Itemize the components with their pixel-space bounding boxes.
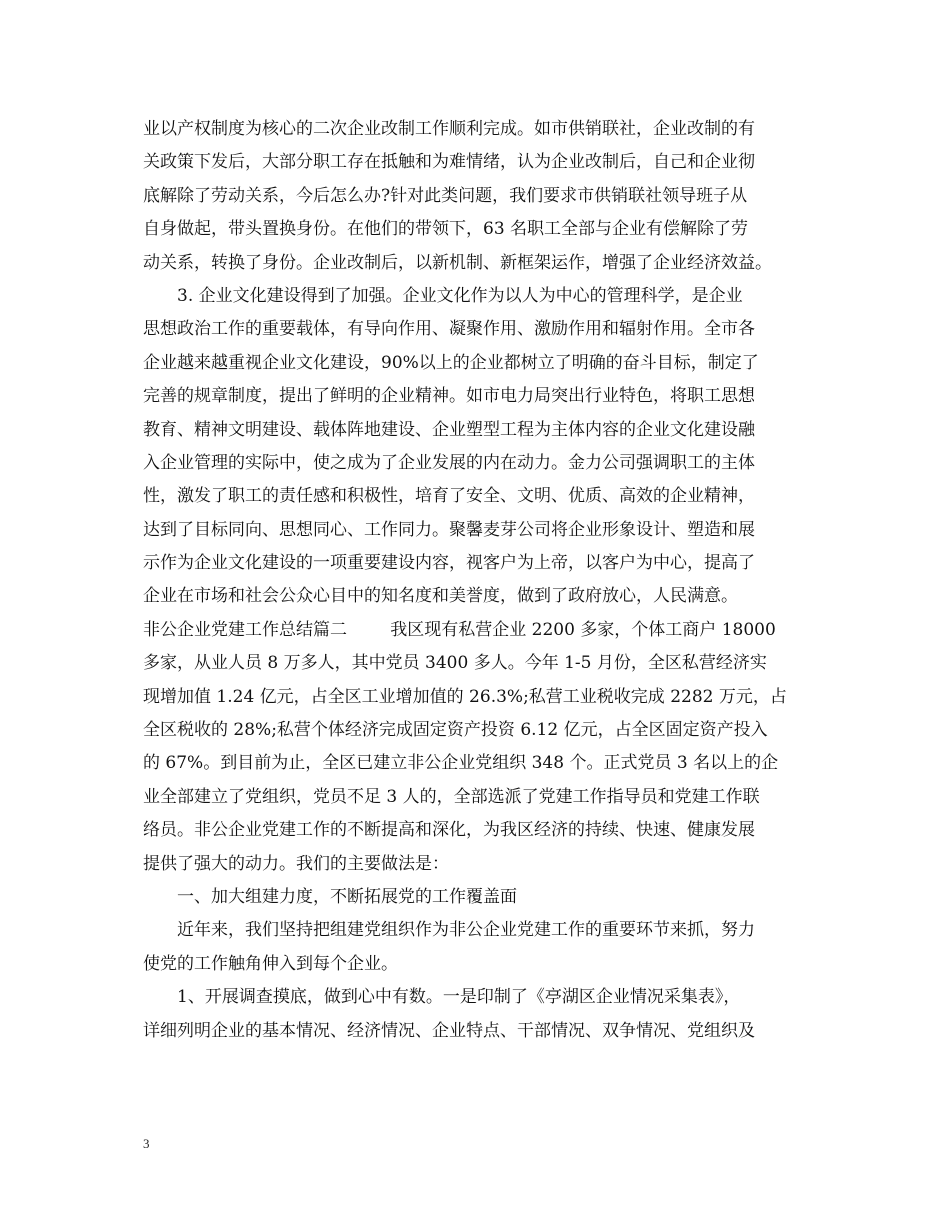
- text-line: 达到了目标同向、思想同心、工作同力。聚馨麦芽公司将企业形象设计、塑造和展: [143, 519, 755, 540]
- text-line: 入企业管理的实际中，使之成为了企业发展的内在动力。金力公司强调职工的主体: [143, 452, 755, 473]
- text-line: 提供了强大的动力。我们的主要做法是：: [143, 853, 449, 874]
- text-line: 1、开展调查摸底，做到心中有数。一是印制了《亭湖区企业情况采集表》，: [177, 987, 741, 1008]
- text-line: 络员。非公企业党建工作的不断提高和深化，为我区经济的持续、快速、健康发展: [143, 820, 755, 841]
- text-line: 自身做起，带头置换身份。在他们的带领下，63 名职工全部与企业有偿解除了劳: [143, 219, 749, 240]
- text-line: 思想政治工作的重要载体，有导向作用、凝聚作用、激励作用和辐射作用。全市各: [143, 319, 755, 340]
- page-number: 3: [143, 1136, 150, 1151]
- text-line: 示作为企业文化建设的一项重要建设内容，视客户为上帝，以客户为中心，提高了: [143, 553, 755, 574]
- text-line: 业以产权制度为核心的二次企业改制工作顺利完成。如市供销联社，企业改制的有: [143, 119, 755, 139]
- text-line: 非公企业党建工作总结篇二 我区现有私营企业 2200 多家，个体工商户 18000: [143, 619, 776, 640]
- text-line: 关政策下发后，大部分职工存在抵触和为难情绪，认为企业改制后，自己和企业彻: [143, 152, 755, 173]
- text-line: 3. 企业文化建设得到了加强。企业文化作为以人为中心的管理科学，是企业: [177, 285, 743, 306]
- text-line: 底解除了劳动关系，今后怎么办?针对此类问题，我们要求市供销联社领导班子从: [143, 185, 748, 206]
- text-line: 使党的工作触角伸入到每个企业。: [143, 953, 398, 974]
- text-line: 教育、精神文明建设、载体阵地建设、企业塑型工程为主体内容的企业文化建设融: [143, 419, 755, 440]
- text-line: 近年来，我们坚持把组建党组织作为非公企业党建工作的重要环节来抓，努力: [177, 920, 755, 941]
- section-heading: 一、加大组建力度，不断拓展党的工作覆盖面: [177, 886, 517, 907]
- body-text: [143, 113, 813, 1048]
- text-line: 现增加值 1.24 亿元，占全区工业增加值的 26.3%;私营工业税收完成 2282 万元，占: [143, 686, 787, 707]
- text-line: 完善的规章制度，提出了鲜明的企业精神。如市电力局突出行业特色，将职工思想: [143, 386, 755, 407]
- text-line: 全区税收的 28%;私营个体经济完成固定资产投资 6.12 亿元，占全区固定资产投入: [143, 720, 768, 741]
- text-line: 企业越来越重视企业文化建设，90%以上的企业都树立了明确的奋斗目标，制定了: [143, 352, 759, 373]
- text-line: 的 67%。到目前为止，全区已建立非公企业党组织 348 个。正式党员 3 名以上的企: [143, 753, 779, 774]
- text-line: 动关系，转换了身份。企业改制后，以新机制、新框架运作，增强了企业经济效益。: [143, 252, 772, 273]
- text-line: 多家，从业人员 8 万多人，其中党员 3400 多人。今年 1-5 月份，全区私营经济实: [143, 653, 767, 674]
- text-line: 业全部建立了党组织，党员不足 3 人的，全部选派了党建工作指导员和党建工作联: [143, 786, 760, 807]
- text-line: 性，激发了职工的责任感和积极性，培育了安全、文明、优质、高效的企业精神，: [143, 486, 755, 507]
- text-line: 企业在市场和社会公众心目中的知名度和美誉度，做到了政府放心，人民满意。: [143, 586, 738, 607]
- text-line: 详细列明企业的基本情况、经济情况、企业特点、干部情况、双争情况、党组织及: [143, 1020, 755, 1041]
